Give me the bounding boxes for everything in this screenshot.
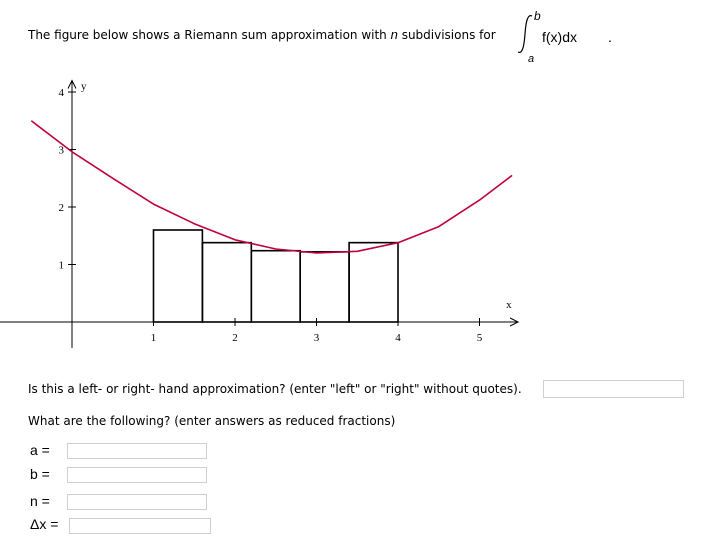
n-input[interactable] (67, 494, 207, 510)
label-n: n = (30, 493, 50, 509)
x-tick-label: 1 (150, 332, 157, 344)
function-curve (31, 121, 512, 253)
integral-lower-limit: a (528, 53, 535, 62)
label-a: a = (30, 442, 50, 458)
intro-suffix: subdivisions for (401, 28, 496, 42)
label-delta-x: Δx = (30, 516, 59, 532)
x-tick-label: 2 (232, 332, 238, 344)
y-tick-label: 2 (58, 202, 64, 214)
a-input[interactable] (67, 443, 207, 459)
riemann-rectangle (349, 243, 398, 322)
y-axis-label: y (81, 80, 87, 93)
b-input[interactable] (67, 467, 207, 483)
riemann-rectangle (300, 252, 349, 322)
integral-period: . (608, 29, 612, 45)
delta-x-input[interactable] (69, 518, 211, 534)
integral-expression (518, 8, 628, 62)
label-b: b = (30, 466, 50, 482)
riemann-rectangle (202, 243, 251, 322)
intro-prefix: The figure below shows a Riemann sum approximation with (28, 28, 387, 42)
x-tick-label: 3 (313, 332, 320, 344)
y-tick-label: 3 (58, 144, 64, 157)
integral-sign (518, 16, 532, 53)
x-tick-label: 5 (476, 332, 483, 344)
riemann-rectangle (251, 251, 300, 322)
problem-statement (28, 27, 496, 42)
riemann-rectangle (154, 230, 203, 322)
integral-upper-limit: b (534, 9, 541, 23)
approximation-input[interactable] (543, 380, 684, 398)
x-axis-label: x (506, 299, 512, 311)
question-fractions: What are the following? (enter answers as reduced fractions) (28, 414, 396, 428)
integrand: f(x)dx (542, 29, 577, 45)
x-tick-label: 4 (395, 332, 401, 344)
question-left-right: Is this a left- or right- hand approximation? (enter "left" or "right" without quotes). (28, 382, 522, 396)
n-symbol: n (390, 27, 398, 42)
y-tick-label: 1 (58, 259, 64, 272)
y-tick-label: 4 (58, 87, 64, 99)
riemann-sum-graph (0, 70, 725, 360)
